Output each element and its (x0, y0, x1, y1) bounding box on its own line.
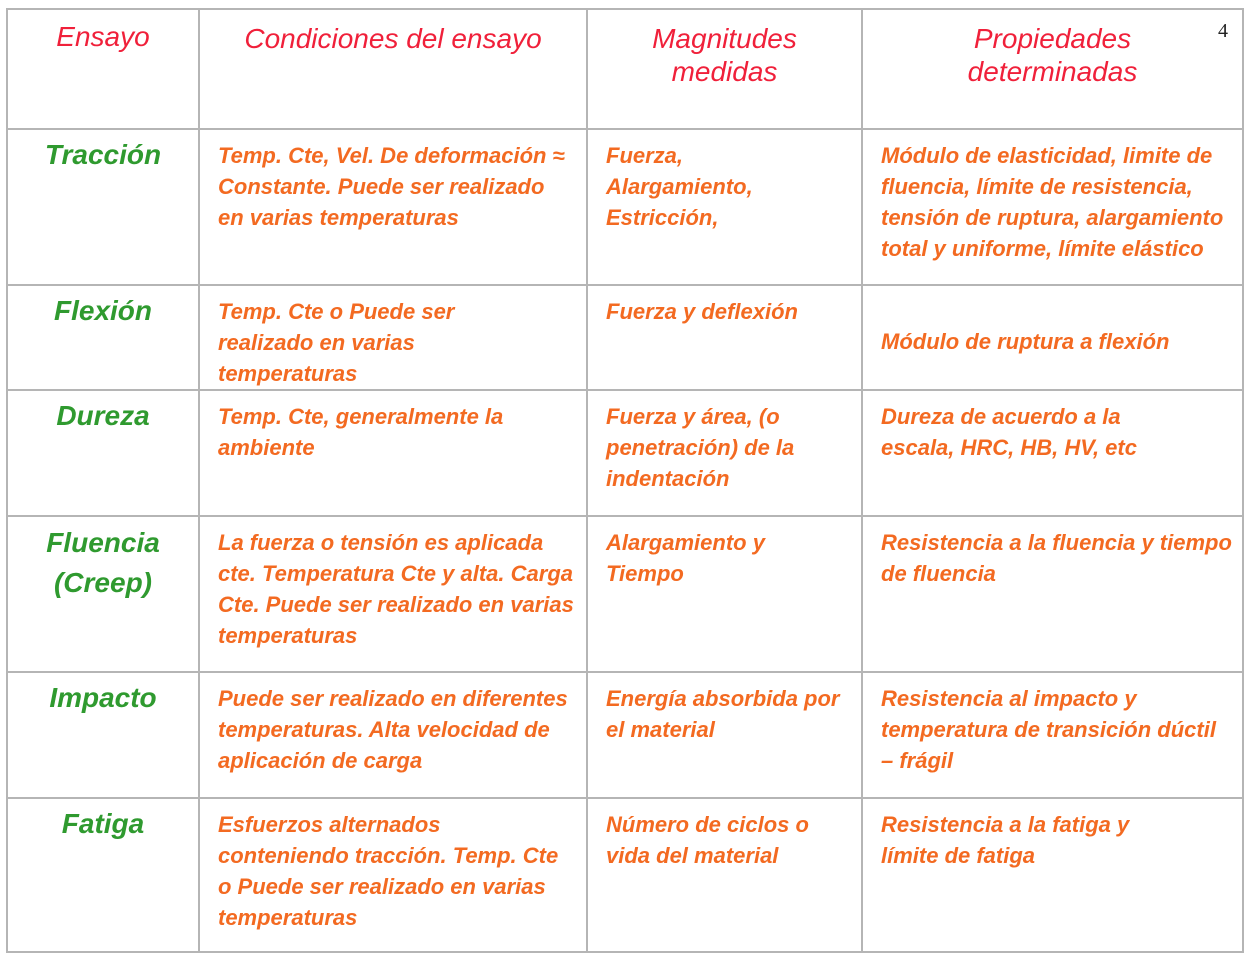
ensayo-name-text: Fluencia (Creep) (46, 527, 160, 598)
header-propiedades: Propiedades determinadas (862, 9, 1243, 129)
header-ensayo: Ensayo (7, 9, 199, 129)
propiedades-text: Resistencia a la fluencia y tiempo de fluencia (881, 530, 1232, 586)
condiciones-cell (199, 129, 587, 285)
condiciones-text: Esfuerzos alternados conteniendo tracción. Temp. Cte o Puede ser realizado en varias temperaturas (218, 812, 559, 930)
propiedades-cell (862, 390, 1243, 516)
tests-table (6, 8, 1244, 953)
magnitudes-text: Fuerza y deflexión (606, 299, 798, 324)
header-row (7, 9, 1243, 129)
condiciones-cell (199, 285, 587, 390)
propiedades-cell (862, 129, 1243, 285)
propiedades-text: Módulo de ruptura a flexión (881, 329, 1170, 354)
table-row (7, 516, 1243, 672)
propiedades-text: Resistencia al impacto y temperatura de transición dúctil – frágil (881, 686, 1216, 773)
propiedades-cell (862, 672, 1243, 798)
magnitudes-text: Número de ciclos o vida del material (606, 812, 809, 868)
propiedades-text: Módulo de elasticidad, limite de fluencia, límite de resistencia, tensión de ruptura, alargamiento total y uniforme, límite elástico (881, 143, 1224, 261)
condiciones-text: Temp. Cte, generalmente la ambiente (218, 404, 504, 460)
condiciones-cell (199, 672, 587, 798)
magnitudes-text: Fuerza y área, (o penetración) de la indentación (606, 404, 795, 491)
table-row (7, 129, 1243, 285)
ensayo-name: Impacto (7, 672, 199, 798)
magnitudes-text: Fuerza, Alargamiento, Estricción, (606, 143, 753, 230)
magnitudes-cell (587, 129, 862, 285)
table-row (7, 798, 1243, 952)
condiciones-cell (199, 390, 587, 516)
ensayo-name: Dureza (7, 390, 199, 516)
table-row (7, 672, 1243, 798)
table-row (7, 285, 1243, 390)
ensayo-name: Tracción (7, 129, 199, 285)
page-number: 4 (1218, 20, 1228, 42)
propiedades-text: Resistencia a la fatiga y límite de fatiga (881, 812, 1130, 868)
condiciones-text: La fuerza o tensión es aplicada cte. Temperatura Cte y alta. Carga Cte. Puede ser realizado en varias temperaturas (218, 530, 574, 648)
ensayo-name (7, 516, 199, 672)
header-magnitudes: Magnitudes medidas (587, 9, 862, 129)
magnitudes-text: Alargamiento y Tiempo (606, 530, 765, 586)
ensayo-name: Fatiga (7, 798, 199, 952)
magnitudes-cell (587, 390, 862, 516)
propiedades-text: Dureza de acuerdo a la escala, HRC, HB, HV, etc (881, 404, 1137, 460)
condiciones-text: Puede ser realizado en diferentes temperaturas. Alta velocidad de aplicación de carga (218, 686, 568, 773)
magnitudes-text: Energía absorbida por el material (606, 686, 840, 742)
ensayo-name: Flexión (7, 285, 199, 390)
magnitudes-cell (587, 672, 862, 798)
table-row (7, 390, 1243, 516)
header-condiciones: Condiciones del ensayo (199, 9, 587, 129)
condiciones-cell (199, 516, 587, 672)
condiciones-text: Temp. Cte, Vel. De deformación ≈ Constante. Puede ser realizado en varias temperaturas (218, 143, 565, 230)
propiedades-cell (862, 285, 1243, 390)
magnitudes-cell (587, 285, 862, 390)
propiedades-cell (862, 798, 1243, 952)
magnitudes-cell (587, 516, 862, 672)
condiciones-text: Temp. Cte o Puede ser realizado en varias temperaturas (218, 299, 455, 386)
condiciones-cell (199, 798, 587, 952)
magnitudes-cell (587, 798, 862, 952)
propiedades-cell (862, 516, 1243, 672)
